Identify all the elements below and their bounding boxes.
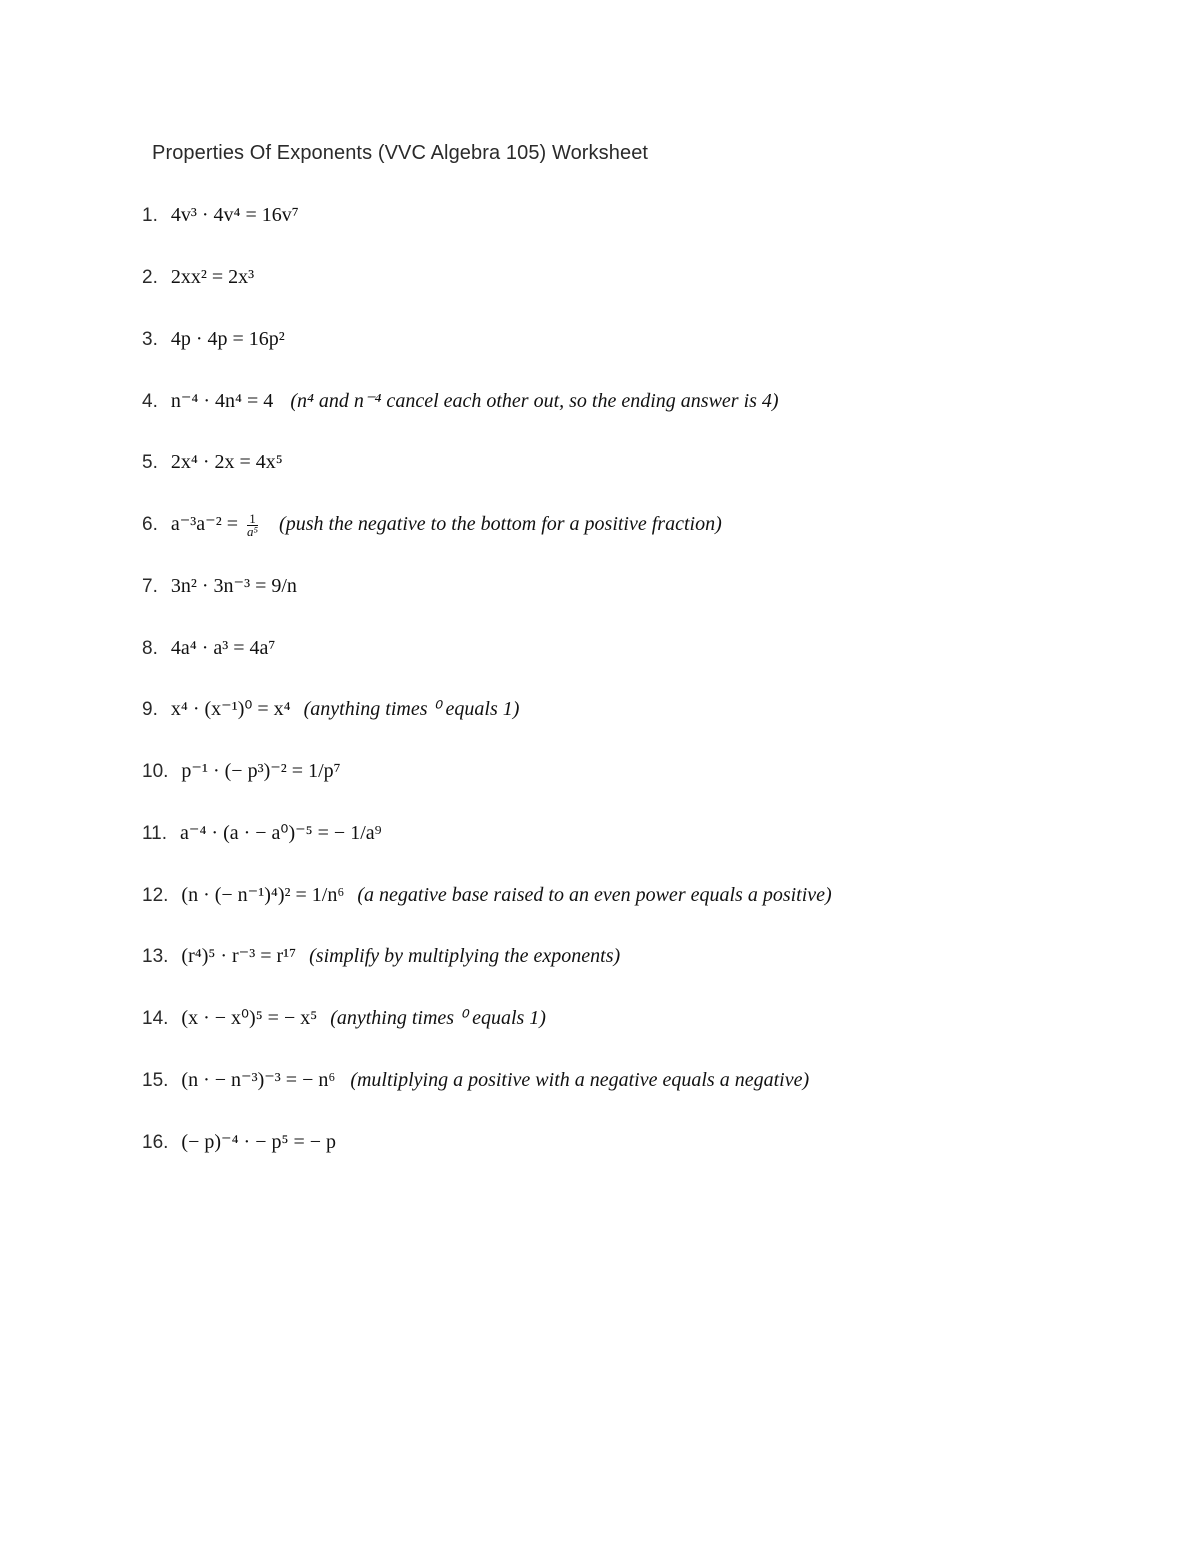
problem-note: (simplify by multiplying the exponents) <box>309 945 621 967</box>
problem-number: 5. <box>142 452 158 473</box>
problem-note: (n⁴ and n⁻⁴ cancel each other out, so the ending answer is 4) <box>290 390 779 412</box>
problem-note: (push the negative to the bottom for a positive fraction) <box>279 513 722 535</box>
problem-number: 11. <box>142 823 168 844</box>
problem-math: (n · − n⁻³)⁻³ = − n⁶ <box>181 1069 336 1091</box>
problem-math: p⁻¹ · (− p³)⁻² = 1/p⁷ <box>181 760 341 782</box>
problem-math: 2x⁴ · 2x = 4x⁵ <box>170 451 283 473</box>
problem-number: 13. <box>142 946 169 967</box>
problem-math: 3n² · 3n⁻³ = 9/n <box>170 575 297 597</box>
problem-math: 4v³ · 4v⁴ = 16v⁷ <box>170 204 299 226</box>
fraction-numerator: 1 <box>247 513 258 526</box>
answer-fraction <box>247 510 259 539</box>
problem-11 <box>142 818 382 848</box>
problem-9 <box>142 694 519 724</box>
page-title: Properties Of Exponents (VVC Algebra 105) Worksheet <box>152 142 649 164</box>
problem-15 <box>142 1065 809 1095</box>
problem-number: 14. <box>142 1008 169 1029</box>
problem-number: 6. <box>142 514 158 535</box>
problem-number: 4. <box>142 391 158 412</box>
problem-math: 4a⁴ · a³ = 4a⁷ <box>170 637 276 659</box>
problem-number: 10. <box>142 761 169 782</box>
problem-note: (anything times ⁰ equals 1) <box>303 698 520 720</box>
problem-6 <box>142 509 722 539</box>
problem-number: 12. <box>142 885 169 906</box>
problem-number: 9. <box>142 699 158 720</box>
problem-3 <box>142 324 285 354</box>
problem-math: a⁻⁴ · (a · − a⁰)⁻⁵ = − 1/a⁹ <box>180 822 382 844</box>
problem-math: (− p)⁻⁴ · − p⁵ = − p <box>181 1131 337 1153</box>
problem-math: (n · (− n⁻¹)⁴)² = 1/n⁶ <box>181 884 345 906</box>
problem-math: a⁻³a⁻² = <box>170 513 238 535</box>
problem-14 <box>142 1003 546 1033</box>
problem-number: 15. <box>142 1070 169 1091</box>
problem-7 <box>142 571 297 601</box>
problem-12 <box>142 880 832 910</box>
fraction-denominator: a⁵ <box>247 523 259 539</box>
problem-16 <box>142 1127 336 1157</box>
problem-note: (multiplying a positive with a negative equals a negative) <box>350 1069 810 1091</box>
problem-4 <box>142 386 779 416</box>
problem-number: 1. <box>142 205 158 226</box>
problem-number: 16. <box>142 1132 169 1153</box>
problem-8 <box>142 633 275 663</box>
problem-math: 4p · 4p = 16p² <box>170 328 285 350</box>
problem-math: (x · − x⁰)⁵ = − x⁵ <box>181 1007 318 1029</box>
problem-number: 2. <box>142 267 158 288</box>
problem-math: n⁻⁴ · 4n⁴ = 4 <box>170 390 274 412</box>
problem-2 <box>142 262 254 292</box>
problem-note: (anything times ⁰ equals 1) <box>330 1007 546 1029</box>
problem-math: 2xx² = 2x³ <box>170 266 255 288</box>
problem-number: 8. <box>142 638 158 659</box>
problem-5 <box>142 447 283 477</box>
problem-1 <box>142 200 299 230</box>
problem-number: 7. <box>142 576 158 597</box>
problem-13 <box>142 941 620 971</box>
problem-number: 3. <box>142 329 158 350</box>
problem-math: x⁴ · (x⁻¹)⁰ = x⁴ <box>170 698 291 720</box>
problem-note: (a negative base raised to an even power equals a positive) <box>357 884 832 906</box>
problem-10 <box>142 756 341 786</box>
problem-math: (r⁴)⁵ · r⁻³ = r¹⁷ <box>181 945 297 967</box>
